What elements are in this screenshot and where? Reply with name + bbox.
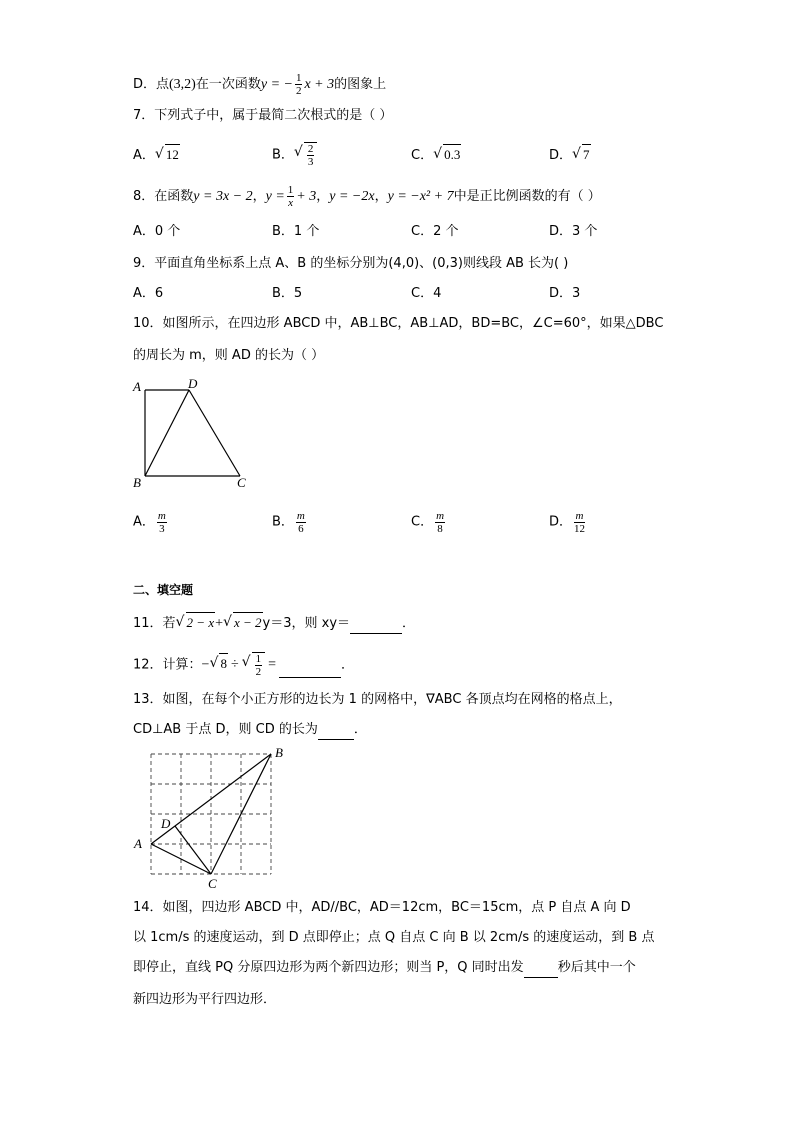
q7-option-a bbox=[133, 144, 180, 166]
q6-d-prefix: D．点 bbox=[133, 77, 170, 92]
q9-stem: 9．平面直角坐标系上点 A、B 的坐标分别为(4,0)、(0,3)则线段 AB 长为( ) bbox=[133, 256, 569, 271]
q14-stem-line4: 新四边形为平行四边形． bbox=[133, 992, 277, 1007]
q14-answer-blank[interactable] bbox=[524, 963, 558, 978]
q13-grid-figure bbox=[128, 742, 293, 892]
q10-c-den: 8 bbox=[437, 523, 443, 535]
q7-stem: 7．下列式子中，属于最简二次根式的是（ ） bbox=[133, 108, 393, 123]
q13-answer-blank[interactable] bbox=[318, 725, 354, 740]
q8-f1: y = 3x − 2 bbox=[193, 189, 253, 204]
q12-div: ÷ bbox=[230, 657, 239, 673]
q11-sqrt-1 bbox=[176, 612, 216, 634]
q12-sqrt-half bbox=[242, 652, 266, 678]
q10-label-c: C bbox=[237, 475, 246, 490]
q7-b-fraction bbox=[307, 143, 315, 168]
q13-label-c: C bbox=[208, 876, 217, 891]
q10-b-num: m bbox=[296, 510, 305, 522]
q13-line2-pre: CD⊥AB 于点 D，则 CD 的长为 bbox=[133, 722, 318, 737]
q6-frac-num: 1 bbox=[295, 72, 302, 84]
q8-stem bbox=[133, 184, 601, 209]
q8-f2-rhs: + 3 bbox=[296, 189, 317, 204]
q6-mid: 在一次函数 bbox=[195, 77, 261, 92]
q10-b-label: B． bbox=[272, 514, 294, 530]
q10-d-den: 12 bbox=[574, 523, 586, 535]
q12-rad-half bbox=[252, 652, 266, 678]
q11-rad-2: x − 2 bbox=[233, 612, 263, 633]
q13-label-d: D bbox=[161, 816, 171, 831]
q7-d-sqrt bbox=[572, 144, 591, 166]
q13-grid bbox=[151, 754, 271, 874]
q9-option-b: B．5 bbox=[272, 286, 303, 301]
q10-option-c bbox=[411, 510, 447, 535]
q7-b-num: √ 2 bbox=[307, 143, 314, 155]
q10-b-fraction bbox=[296, 510, 306, 535]
q6-frac-den: 2 bbox=[295, 85, 302, 97]
q12-rad-8: 8 bbox=[219, 653, 228, 674]
q12-frac-den: 2 bbox=[255, 666, 262, 678]
q13-stem-line1: 13．如图，在每个小正方形的边长为 1 的网格中，∇ABC 各顶点均在网格的格点上， bbox=[133, 692, 622, 707]
q11-prefix: 11．若 bbox=[133, 616, 176, 631]
q12-prefix: 12．计算： bbox=[133, 657, 202, 673]
q6-option-d bbox=[133, 72, 386, 97]
q13-label-b: B bbox=[275, 745, 283, 760]
q7-b-sqrt bbox=[294, 142, 318, 168]
q9-option-a: A．6 bbox=[133, 286, 164, 301]
q12-neg: − bbox=[201, 657, 210, 673]
q8-f2-lhs: y = bbox=[265, 189, 285, 204]
q7-d-rad: 7 bbox=[582, 144, 591, 165]
q7-a-rad: 12 bbox=[165, 144, 180, 165]
q8-suffix: 中是正比例函数的有（ ） bbox=[453, 189, 601, 204]
q6-lhs: y = − bbox=[260, 77, 293, 92]
q10-option-a bbox=[133, 510, 169, 535]
q8-f3: y = −2x bbox=[329, 189, 375, 204]
q14-stem-line2: 以 1cm/s 的速度运动，到 D 点即停止；点 Q 自点 C 向 B 以 2cm/s 的速度运动，到 B 点 bbox=[133, 930, 655, 945]
q13-stem-line2 bbox=[133, 720, 367, 740]
q10-quadrilateral-figure bbox=[125, 374, 260, 494]
q7-b-rad bbox=[304, 142, 318, 168]
q11-mid: y＝3，则 xy＝ bbox=[262, 616, 351, 631]
q8-option-b: B．1 个 bbox=[272, 224, 320, 239]
q10-label-a: A bbox=[133, 379, 141, 394]
q6-point: (3,2) bbox=[169, 77, 196, 92]
q6-suffix: 的图象上 bbox=[334, 77, 387, 92]
q7-c-sqrt bbox=[433, 144, 461, 166]
q7-option-b bbox=[272, 142, 317, 168]
q13-label-a: A bbox=[134, 836, 142, 851]
q8-option-a: A．0 个 bbox=[133, 224, 181, 239]
q10-label-d: D bbox=[188, 376, 198, 391]
q10-d-num: m bbox=[575, 510, 584, 522]
q9-option-c: C．4 bbox=[411, 286, 442, 301]
q12-sqrt-8 bbox=[209, 653, 228, 675]
q14-stem-line1: 14．如图，四边形 ABCD 中，AD//BC，AD＝12cm，BC＝15cm，点 P 自点 A 向 D bbox=[133, 900, 631, 915]
q7-b-den: 3 bbox=[307, 156, 314, 168]
q13-segment-cd bbox=[175, 826, 211, 874]
q10-stem-line2: 的周长为 m，则 AD 的长为（ ） bbox=[133, 348, 325, 363]
q8-option-c: C．2 个 bbox=[411, 224, 459, 239]
q14-stem-line3 bbox=[133, 958, 636, 978]
q10-a-fraction bbox=[157, 510, 167, 535]
q10-b-den: 6 bbox=[298, 523, 304, 535]
q11-end: ． bbox=[402, 616, 416, 631]
q7-c-label: C． bbox=[411, 148, 434, 163]
q6-rhs: x + 3 bbox=[304, 77, 335, 92]
q10-a-num: m bbox=[157, 510, 166, 522]
q11-rad-1: 2 − x bbox=[186, 612, 216, 633]
q8-f2-fraction bbox=[287, 184, 295, 209]
q12-answer-blank[interactable] bbox=[279, 663, 341, 678]
q8-f2-den: x bbox=[288, 197, 293, 209]
q12-end: ． bbox=[341, 657, 355, 673]
q13-line2-end: ． bbox=[353, 722, 367, 737]
section-title-fill-blank: 二、填空题 bbox=[133, 583, 194, 597]
q10-d-label: D． bbox=[549, 514, 573, 530]
q10-edge-dc bbox=[189, 390, 240, 476]
q14-line3-pre: 即停止，直线 PQ 分原四边形为两个新四边形；则当 P，Q 同时出发 bbox=[133, 960, 524, 975]
q9-option-d: D．3 bbox=[549, 286, 581, 301]
q7-c-rad: 0.3 bbox=[443, 144, 461, 165]
q8-option-d: D．3 个 bbox=[549, 224, 598, 239]
q7-b-label: B． bbox=[272, 147, 294, 163]
q10-d-fraction bbox=[574, 510, 585, 535]
q7-a-label: A． bbox=[133, 148, 155, 163]
q12-stem bbox=[133, 652, 354, 678]
q8-sep-3: ， bbox=[374, 189, 388, 204]
q12-eq: = bbox=[268, 657, 277, 673]
q12-fraction bbox=[255, 653, 263, 678]
q10-option-d bbox=[549, 510, 587, 535]
q11-plus: + bbox=[215, 616, 223, 631]
q10-c-label: C． bbox=[411, 514, 434, 530]
q11-sqrt-2 bbox=[223, 612, 263, 634]
q8-sep-2: ， bbox=[316, 189, 330, 204]
q8-f4: y = −x² + 7 bbox=[387, 189, 454, 204]
q8-sep-1: ， bbox=[252, 189, 266, 204]
q11-answer-blank[interactable] bbox=[350, 619, 402, 634]
q10-edge-bd bbox=[145, 390, 189, 476]
q8-prefix: 8．在函数 bbox=[133, 189, 194, 204]
q10-stem-line1: 10．如图所示，在四边形 ABCD 中，AB⊥BC，AB⊥AD，BD=BC，∠C=60°，如果△DBC bbox=[133, 316, 664, 331]
q10-option-b bbox=[272, 510, 308, 535]
q11-stem bbox=[133, 612, 415, 634]
q10-a-den: 3 bbox=[159, 523, 165, 535]
q7-d-label: D． bbox=[549, 148, 573, 163]
q6-fraction bbox=[295, 72, 303, 97]
q10-c-fraction bbox=[435, 510, 445, 535]
q10-c-num: m bbox=[436, 510, 445, 522]
q8-f2-num: 1 bbox=[287, 184, 294, 196]
q14-line3-post: 秒后其中一个 bbox=[557, 960, 636, 975]
q7-option-d bbox=[549, 144, 591, 166]
q7-a-sqrt bbox=[155, 144, 180, 166]
q12-frac-num: √ 1 bbox=[255, 653, 262, 665]
q10-a-label: A． bbox=[133, 514, 155, 530]
q10-label-b: B bbox=[133, 475, 141, 490]
q7-option-c bbox=[411, 144, 461, 166]
